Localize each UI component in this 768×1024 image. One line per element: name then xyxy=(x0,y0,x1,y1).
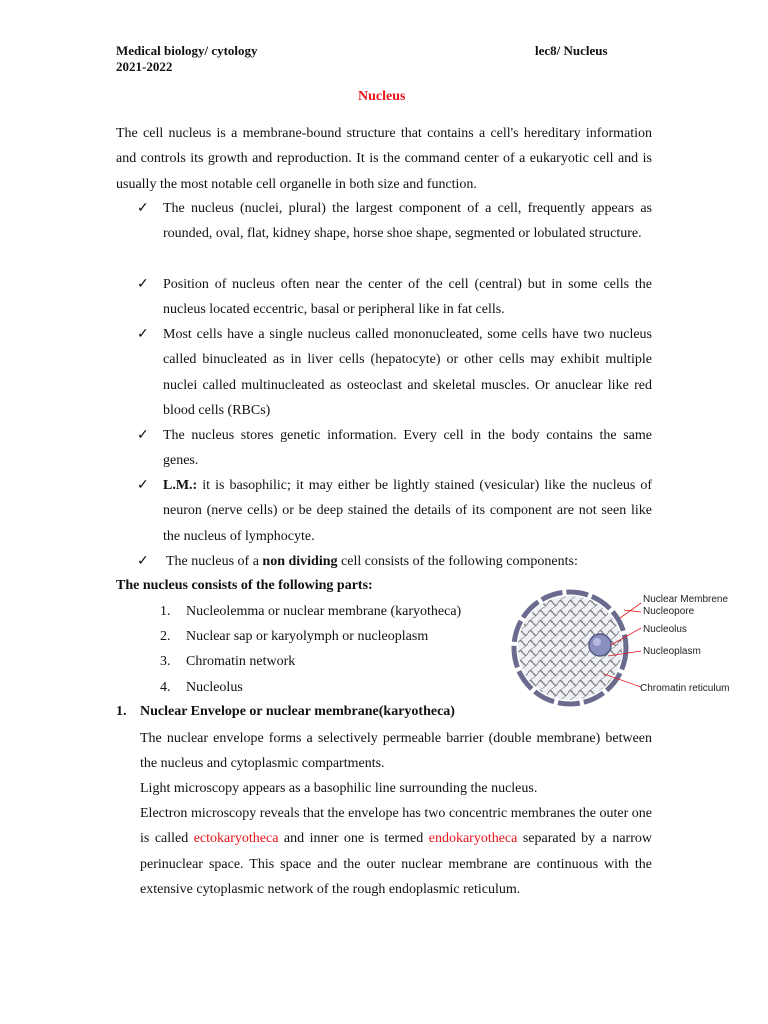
check-icon: ✓ xyxy=(137,277,149,292)
parts-item: Nucleolemma or nuclear membrane (karyotheca) xyxy=(186,604,462,619)
parts-item-num: 3. xyxy=(160,654,171,669)
em-text-b: and inner one is termed xyxy=(278,831,429,847)
lm-label: L.M.: xyxy=(163,478,198,493)
check-icon: ✓ xyxy=(137,428,149,443)
bullet-components xyxy=(166,549,655,574)
label-nucleoplasm: Nucleoplasm xyxy=(643,646,701,657)
components-text-post: cell consists of the following components: xyxy=(337,554,578,569)
header-course: Medical biology/ cytology xyxy=(116,43,258,58)
label-nucleopore: Nucleopore xyxy=(643,606,695,617)
term-ectokaryotheca: ectokaryotheca xyxy=(193,831,279,847)
em-text-a: Electron microscopy reveals that the envelope has two concentric membranes the outer one is called xyxy=(140,806,652,847)
bullet-genetic: The nucleus stores genetic information. Every cell in the body contains the same genes. xyxy=(163,428,652,469)
page-title: Nucleus xyxy=(358,89,406,104)
bullet-number: Most cells have a single nucleus called mononucleated, some cells have two nucleus called binucleated as in liver cells (hepatocyte) or other cells may exhibit multiple nuclei called multinucleated as osteoclast and skeletal muscles. Or anuclear like red blood cells (RBCs) xyxy=(163,327,652,418)
label-nucleolus: Nucleolus xyxy=(643,624,687,635)
check-icon: ✓ xyxy=(137,554,149,569)
header-lecture: lec8/ Nucleus xyxy=(535,43,608,58)
non-dividing-bold: non dividing xyxy=(262,554,338,569)
parts-item-num: 4. xyxy=(160,680,171,695)
bullet-position: Position of nucleus often near the center of the cell (central) but in some cells the nucleus located eccentric, basal or peripheral like in fat cells. xyxy=(163,277,652,318)
bullet-shape: The nucleus (nuclei, plural) the largest component of a cell, frequently appears as rounded, oval, flat, kidney shape, horse shoe shape, segmented or lobulated structure. xyxy=(163,201,652,242)
components-text-pre: The nucleus of a xyxy=(166,554,263,569)
nucleolus-highlight xyxy=(593,638,601,646)
parts-heading: The nucleus consists of the following parts: xyxy=(116,578,373,593)
label-membrane: Nuclear Membrene xyxy=(643,594,729,605)
section1-num: 1. xyxy=(116,704,127,719)
em-text-c: separated by a narrow perinuclear space. This space and the outer nuclear membrane are continuous with the extensive cytoplasmic network of the rough endoplasmic reticulum. xyxy=(140,831,652,897)
check-icon: ✓ xyxy=(137,478,149,493)
parts-item-num: 2. xyxy=(160,629,171,644)
label-chromatin: Chromatin reticulum xyxy=(640,683,730,694)
lm-text: it is basophilic; it may either be lightly stained (vesicular) like the nucleus of neuron (nerve cells) or be deep stained the details of its component are not seen like the nucleus of lymphocyte. xyxy=(163,478,652,544)
section1-paragraph-1: The nuclear envelope forms a selectively permeable barrier (double membrane) between the nucleus and cytoplasmic compartments. xyxy=(140,731,652,772)
pointer-pore xyxy=(624,610,641,612)
parts-item: Nuclear sap or karyolymph or nucleoplasm xyxy=(186,629,429,644)
term-endokaryotheca: endokaryotheca xyxy=(428,831,518,847)
nucleus-diagram xyxy=(508,588,738,710)
parts-item: Nucleolus xyxy=(186,680,243,695)
check-icon: ✓ xyxy=(137,327,149,342)
section1-heading: Nuclear Envelope or nuclear membrane(karyotheca) xyxy=(140,704,455,719)
parts-item: Chromatin network xyxy=(186,654,296,669)
header-year: 2021-2022 xyxy=(116,59,173,74)
bullet-lm xyxy=(163,473,652,549)
nucleolus-shape xyxy=(589,634,611,656)
intro-paragraph: The cell nucleus is a membrane-bound structure that contains a cell's hereditary information and controls its growth and reproduction. It is the command center of a eukaryotic cell and is usually the most notable cell organelle in both size and function. xyxy=(116,126,652,192)
section1-paragraph-2: Light microscopy appears as a basophilic line surrounding the nucleus. xyxy=(140,781,538,796)
parts-item-num: 1. xyxy=(160,604,171,619)
section1-paragraph-3 xyxy=(140,801,652,902)
check-icon: ✓ xyxy=(137,201,149,216)
